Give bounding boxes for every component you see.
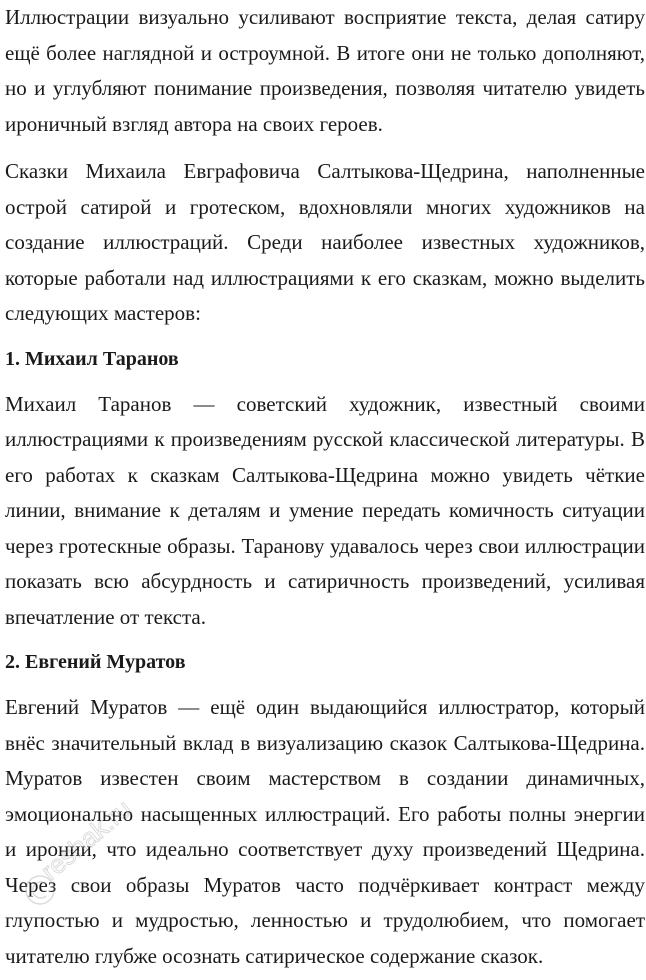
paragraph-context: Сказки Михаила Евграфовича Салтыкова-Щедрина, наполненные острой сатирой и гротеском, вдохновляли многих художников на создание иллюстраций. Среди наиболее известных художников, которые работали над иллюстрациями к его сказкам, можно выделить следующих мастеров: [5,159,645,325]
paragraph-intro: Иллюстрации визуально усиливают восприятие текста, делая сатиру ещё более наглядной и остроумной. В итоге они не только дополняют, но и углубляют понимание произведения, позволяя читателю увидеть ироничный взгляд автора на своих героев. [5,5,645,136]
paragraph-taranov: Михаил Таранов — советский художник, известный своими иллюстрациями к произведениям русской классической литературы. В его работах к сказкам Салтыкова-Щедрина можно увидеть чёткие линии, внимание к деталям и умение передать комичность ситуации через гротескные образы. Таранову удавалось через свои иллюстрации показать всю абсурдность и сатиричность произведений, усиливая впечатление от текста. [5,391,645,629]
paragraph-muratov: Евгений Муратов — ещё один выдающийся иллюстратор, который внёс значительный вклад в визуализацию сказок Салтыкова-Щедрина. Муратов известен своим мастерством в создании динамичных, эмоционально насыщенных иллюстраций. Его работы полны энергии и иронии, что идеально соответствует духу произведений Щедрина. Через свои образы Муратов часто подчёркивает контраст между глупостью и мудростью, ленностью и трудолюбием, что помогает читателю глубже осознать сатирическое содержание сказок. [5,695,645,968]
document-page [5,0,645,974]
heading-muratov: 2. Евгений Муратов [5,651,186,673]
watermark-text: reshak.ru [34,793,138,887]
heading-taranov: 1. Михаил Таранов [5,347,179,370]
